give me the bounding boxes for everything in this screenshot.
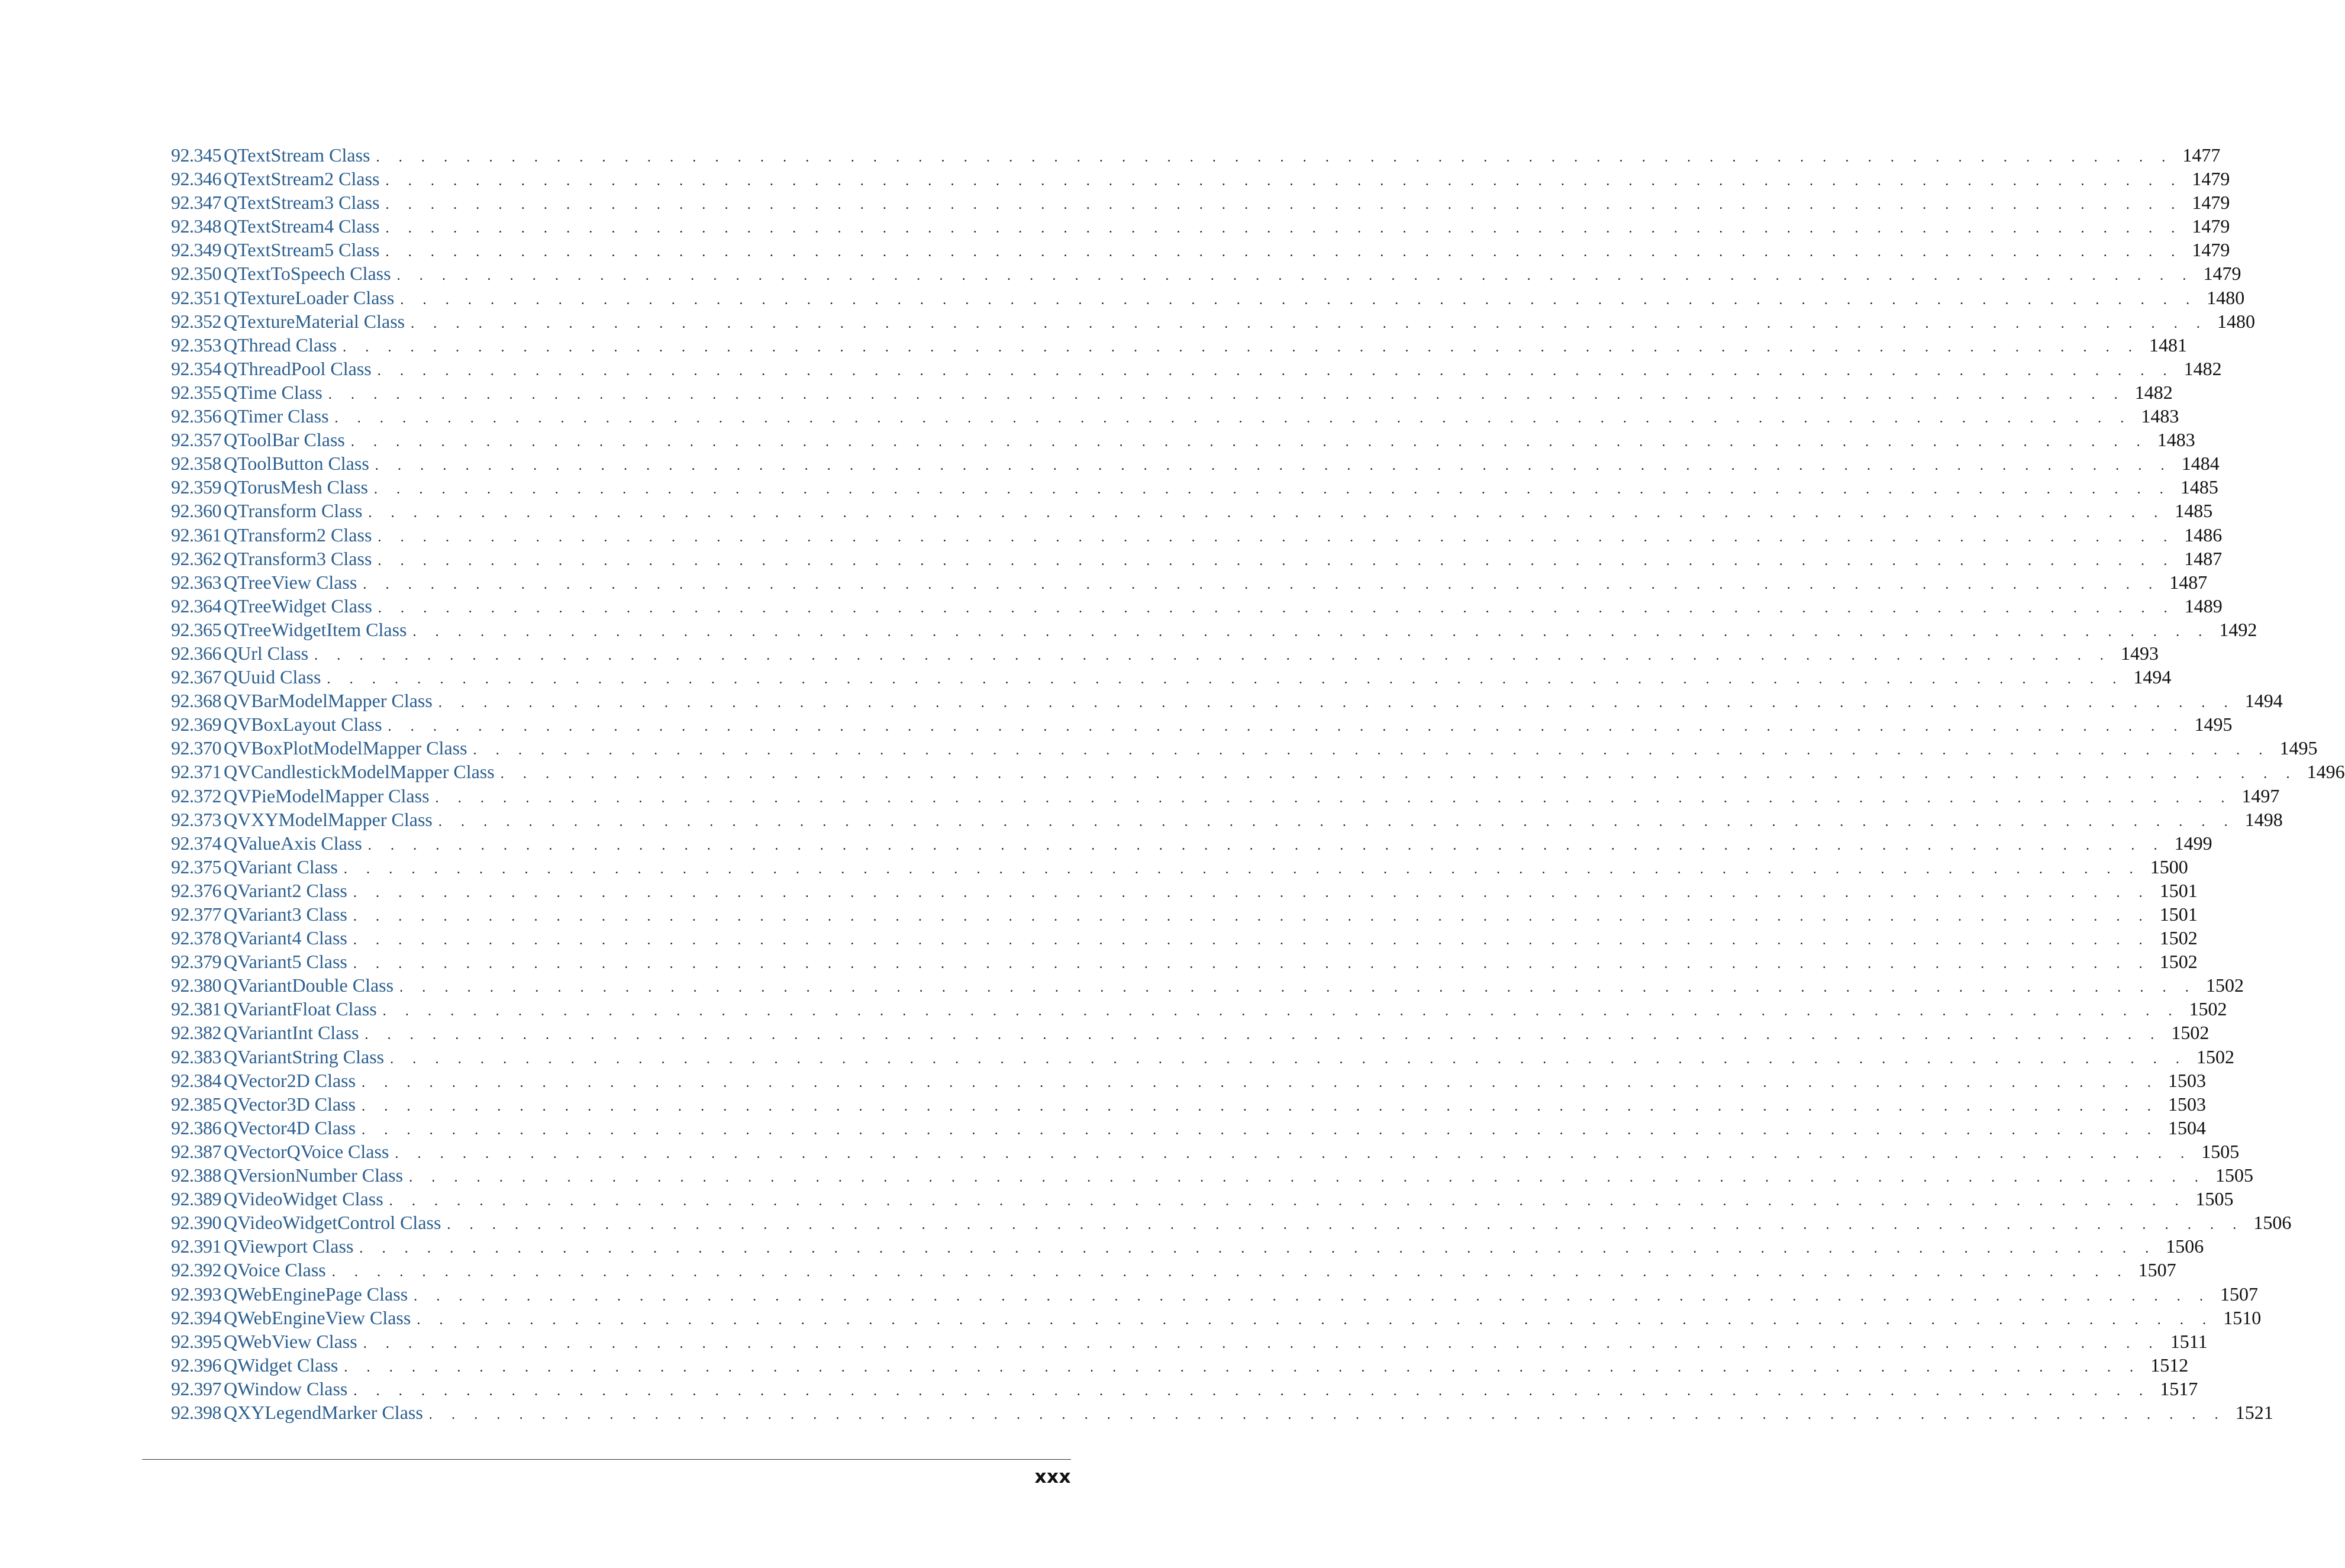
- entry-number: 92.387: [171, 1140, 221, 1162]
- entry-page-number: 1485: [2180, 476, 2218, 498]
- entry-title: QVCandlestickModelMapper Class: [224, 761, 495, 783]
- table-of-contents: [171, 143, 2345, 1424]
- entry-page-number: 1510: [2223, 1306, 2262, 1328]
- entry-page-number: 1485: [2175, 500, 2213, 522]
- dot-leader: . . . . . . . . . . . . . . . . . . . . . . . . . . . . . . . . . . . . . . . . . . . . . . . . . . . . . . . . . . . . . . . . . . . . . . . . . . . . . . . .: [409, 1170, 2206, 1186]
- entry-title: QTransform3 Class: [224, 547, 372, 569]
- entry-title: QWebView Class: [224, 1330, 357, 1352]
- dot-leader: . . . . . . . . . . . . . . . . . . . . . . . . . . . . . . . . . . . . . . . . . . . . . . . . . . . . . . . . . . . . . . . . . . . . . . . . . . . . . . . .: [385, 221, 2183, 237]
- entry-title: QVector4D Class: [224, 1117, 356, 1138]
- entry-number: 92.390: [171, 1212, 221, 1234]
- toc-entry[interactable]: [171, 428, 2195, 451]
- dot-leader: . . . . . . . . . . . . . . . . . . . . . . . . . . . . . . . . . . . . . . . . . . . . . . . . . . . . . . . . . . . . . . . . . . . . . . . . . . . . . . . .: [376, 150, 2173, 165]
- toc-entry[interactable]: [171, 1187, 2234, 1211]
- dot-leader: . . . . . . . . . . . . . . . . . . . . . . . . . . . . . . . . . . . . . . . . . . . . . . . . . . . . . . . . . . . . . . . . . . . . . . . . . . . . . . . .: [344, 1359, 2141, 1375]
- entry-number: 92.354: [171, 357, 221, 379]
- entry-title: QVideoWidget Class: [224, 1188, 383, 1210]
- toc-entry[interactable]: [171, 618, 2257, 641]
- entry-number: 92.378: [171, 927, 221, 949]
- dot-leader: . . . . . . . . . . . . . . . . . . . . . . . . . . . . . . . . . . . . . . . . . . . . . . . . . . . . . . . . . . . . . . . . . . . . . . . . . . . . . . . .: [353, 1383, 2151, 1399]
- toc-entry[interactable]: [171, 333, 2187, 357]
- dot-leader: . . . . . . . . . . . . . . . . . . . . . . . . . . . . . . . . . . . . . . . . . . . . . . . . . . . . . . . . . . . . . . . . . . . . . . . . . . . . . . . .: [327, 672, 2124, 688]
- entry-page-number: 1512: [2150, 1354, 2189, 1376]
- toc-entry[interactable]: [171, 831, 2212, 855]
- toc-entry[interactable]: [171, 902, 2198, 926]
- entry-number: 92.362: [171, 547, 221, 569]
- entry-title: QVersionNumber Class: [224, 1164, 404, 1186]
- entry-title: QTextureLoader Class: [224, 286, 395, 308]
- entry-title: QVariant2 Class: [224, 879, 347, 901]
- entry-title: QThread Class: [224, 334, 337, 356]
- dot-leader: . . . . . . . . . . . . . . . . . . . . . . . . . . . . . . . . . . . . . . . . . . . . . . . . . . . . . . . . . . . . . . . . . . . . . . . . . . . . . . . .: [428, 1406, 2226, 1422]
- entry-title: QVariant4 Class: [224, 927, 347, 949]
- entry-number: 92.380: [171, 975, 221, 996]
- toc-entry[interactable]: [171, 950, 2198, 973]
- toc-entry[interactable]: [171, 475, 2218, 499]
- entry-page-number: 1502: [2205, 975, 2244, 996]
- entry-number: 92.372: [171, 785, 221, 806]
- entry-page-number: 1501: [2159, 904, 2198, 925]
- entry-number: 92.396: [171, 1354, 221, 1376]
- toc-entry[interactable]: [171, 167, 2230, 191]
- entry-title: QXYLegendMarker Class: [224, 1401, 423, 1423]
- dot-leader: . . . . . . . . . . . . . . . . . . . . . . . . . . . . . . . . . . . . . . . . . . . . . . . . . . . . . . . . . . . . . . . . . . . . . . . . . . . . . . . .: [417, 1312, 2214, 1328]
- entry-page-number: 1483: [2141, 405, 2179, 427]
- entry-number: 92.346: [171, 168, 221, 190]
- entry-number: 92.385: [171, 1093, 221, 1115]
- entry-page-number: 1507: [2220, 1283, 2259, 1305]
- toc-entry[interactable]: [171, 997, 2227, 1021]
- entry-title: QTime Class: [224, 381, 322, 403]
- entry-title: QValueAxis Class: [224, 832, 362, 854]
- entry-page-number: 1499: [2174, 832, 2212, 854]
- page-number: xxx: [1034, 1466, 1071, 1488]
- entry-title: QVector2D Class: [224, 1069, 356, 1091]
- dot-leader: . . . . . . . . . . . . . . . . . . . . . . . . . . . . . . . . . . . . . . . . . . . . . . . . . . . . . . . . . . . . . . . . . . . . . . . . . . . . . . . .: [375, 458, 2172, 474]
- dot-leader: . . . . . . . . . . . . . . . . . . . . . . . . . . . . . . . . . . . . . . . . . . . . . . . . . . . . . . . . . . . . . . . . . . . . . . . . . . . . . . . .: [385, 173, 2183, 189]
- entry-page-number: 1494: [2244, 690, 2283, 712]
- toc-entry[interactable]: [171, 238, 2230, 262]
- toc-entry[interactable]: [171, 1116, 2206, 1140]
- entry-page-number: 1487: [2169, 571, 2208, 593]
- entry-number: 92.381: [171, 998, 221, 1020]
- entry-page-number: 1480: [2207, 286, 2245, 308]
- entry-page-number: 1486: [2184, 524, 2223, 546]
- dot-leader: . . . . . . . . . . . . . . . . . . . . . . . . . . . . . . . . . . . . . . . . . . . . . . . . . . . . . . . . . . . . . . . . . . . . . . . . . . . . . . . .: [389, 1193, 2186, 1209]
- dot-leader: . . . . . . . . . . . . . . . . . . . . . . . . . . . . . . . . . . . . . . . . . . . . . . . . . . . . . . . . . . . . . . . . . . . . . . . . . . . . . . . .: [353, 885, 2150, 901]
- entry-page-number: 1479: [2192, 239, 2230, 261]
- dot-leader: . . . . . . . . . . . . . . . . . . . . . . . . . . . . . . . . . . . . . . . . . . . . . . . . . . . . . . . . . . . . . . . . . . . . . . . . . . . . . . . .: [368, 505, 2166, 521]
- entry-title: QVariantDouble Class: [224, 975, 394, 996]
- entry-page-number: 1498: [2244, 808, 2283, 830]
- toc-entry[interactable]: [171, 143, 2221, 167]
- dot-leader: . . . . . . . . . . . . . . . . . . . . . . . . . . . . . . . . . . . . . . . . . . . . . . . . . . . . . . . . . . . . . . . . . . . . . . . . . . . . . . . .: [378, 553, 2175, 569]
- entry-title: QTextStream4 Class: [224, 215, 380, 237]
- dot-leader: . . . . . . . . . . . . . . . . . . . . . . . . . . . . . . . . . . . . . . . . . . . . . . . . . . . . . . . . . . . . . . . . . . . . . . . . . . . . . . . .: [500, 766, 2298, 782]
- entry-title: QVariant3 Class: [224, 904, 347, 925]
- entry-number: 92.392: [171, 1259, 221, 1281]
- entry-title: QTreeWidgetItem Class: [224, 618, 407, 640]
- entry-title: QVariant Class: [224, 856, 338, 877]
- entry-title: QVectorQVoice Class: [224, 1140, 389, 1162]
- entry-number: 92.383: [171, 1046, 221, 1067]
- dot-leader: . . . . . . . . . . . . . . . . . . . . . . . . . . . . . . . . . . . . . . . . . . . . . . . . . . . . . . . . . . . . . . . . . . . . . . . . . . . . . . . .: [363, 576, 2160, 592]
- dot-leader: . . . . . . . . . . . . . . . . . . . . . . . . . . . . . . . . . . . . . . . . . . . . . . . . . . . . . . . . . . . . . . . . . . . . . . . . . . . . . . . .: [414, 1288, 2211, 1304]
- entry-number: 92.386: [171, 1117, 221, 1138]
- entry-title: QTextStream3 Class: [224, 192, 380, 214]
- entry-page-number: 1502: [2189, 998, 2227, 1020]
- toc-entry[interactable]: [171, 1401, 2273, 1424]
- dot-leader: . . . . . . . . . . . . . . . . . . . . . . . . . . . . . . . . . . . . . . . . . . . . . . . . . . . . . . . . . . . . . . . . . . . . . . . . . . . . . . . .: [388, 719, 2185, 735]
- entry-page-number: 1496: [2307, 761, 2345, 783]
- toc-entry[interactable]: [171, 262, 2241, 285]
- entry-title: QWebEngineView Class: [224, 1306, 411, 1328]
- entry-title: QVoice Class: [224, 1259, 326, 1281]
- toc-entry[interactable]: [171, 1258, 2176, 1282]
- dot-leader: . . . . . . . . . . . . . . . . . . . . . . . . . . . . . . . . . . . . . . . . . . . . . . . . . . . . . . . . . . . . . . . . . . . . . . . . . . . . . . . .: [362, 1075, 2159, 1090]
- entry-number: 92.394: [171, 1306, 221, 1328]
- entry-number: 92.397: [171, 1377, 221, 1399]
- entry-number: 92.377: [171, 904, 221, 925]
- entry-page-number: 1477: [2182, 144, 2221, 166]
- entry-number: 92.368: [171, 690, 221, 712]
- entry-page-number: 1484: [2181, 453, 2220, 475]
- entry-title: QVariant5 Class: [224, 951, 347, 973]
- entry-page-number: 1483: [2157, 429, 2195, 451]
- entry-number: 92.398: [171, 1401, 221, 1423]
- dot-leader: . . . . . . . . . . . . . . . . . . . . . . . . . . . . . . . . . . . . . . . . . . . . . . . . . . . . . . . . . . . . . . . . . . . . . . . . . . . . . . . .: [353, 956, 2150, 972]
- entry-page-number: 1503: [2167, 1093, 2206, 1115]
- entry-number: 92.370: [171, 737, 221, 759]
- entry-number: 92.367: [171, 666, 221, 688]
- dot-leader: . . . . . . . . . . . . . . . . . . . . . . . . . . . . . . . . . . . . . . . . . . . . . . . . . . . . . . . . . . . . . . . . . . . . . . . . . . . . . . . .: [438, 814, 2236, 830]
- entry-title: QToolButton Class: [224, 453, 369, 475]
- entry-page-number: 1495: [2279, 737, 2318, 759]
- entry-number: 92.353: [171, 334, 221, 356]
- entry-number: 92.358: [171, 453, 221, 475]
- entry-title: QWebEnginePage Class: [224, 1283, 408, 1305]
- entry-title: QTimer Class: [224, 405, 329, 427]
- footer-rule: [142, 1459, 1071, 1460]
- entry-number: 92.384: [171, 1069, 221, 1091]
- toc-entry[interactable]: [171, 1140, 2240, 1163]
- dot-leader: . . . . . . . . . . . . . . . . . . . . . . . . . . . . . . . . . . . . . . . . . . . . . . . . . . . . . . . . . . . . . . . . . . . . . . . . . . . . . . . .: [378, 529, 2175, 545]
- dot-leader: . . . . . . . . . . . . . . . . . . . . . . . . . . . . . . . . . . . . . . . . . . . . . . . . . . . . . . . . . . . . . . . . . . . . . . . . . . . . . . . .: [363, 1335, 2160, 1351]
- dot-leader: . . . . . . . . . . . . . . . . . . . . . . . . . . . . . . . . . . . . . . . . . . . . . . . . . . . . . . . . . . . . . . . . . . . . . . . . . . . . . . . .: [412, 624, 2210, 640]
- dot-leader: . . . . . . . . . . . . . . . . . . . . . . . . . . . . . . . . . . . . . . . . . . . . . . . . . . . . . . . . . . . . . . . . . . . . . . . . . . . . . . . .: [435, 790, 2233, 806]
- entry-page-number: 1489: [2184, 595, 2223, 617]
- entry-title: QThreadPool Class: [224, 357, 372, 379]
- entry-title: QVariantInt Class: [224, 1022, 359, 1044]
- toc-entry[interactable]: [171, 499, 2213, 522]
- entry-page-number: 1495: [2194, 714, 2233, 735]
- toc-entry[interactable]: [171, 1234, 2204, 1258]
- entry-number: 92.389: [171, 1188, 221, 1210]
- entry-page-number: 1480: [2217, 310, 2256, 332]
- toc-entry[interactable]: [171, 855, 2188, 879]
- entry-number: 92.374: [171, 832, 221, 854]
- toc-entry[interactable]: [171, 191, 2230, 214]
- entry-title: QTextureMaterial Class: [224, 310, 405, 332]
- entry-title: QVPieModelMapper Class: [224, 785, 430, 806]
- entry-page-number: 1497: [2241, 785, 2280, 806]
- entry-page-number: 1521: [2235, 1401, 2273, 1423]
- entry-number: 92.345: [171, 144, 221, 166]
- toc-entry[interactable]: [171, 784, 2280, 808]
- entry-page-number: 1482: [2183, 357, 2222, 379]
- entry-number: 92.347: [171, 192, 221, 214]
- dot-leader: . . . . . . . . . . . . . . . . . . . . . . . . . . . . . . . . . . . . . . . . . . . . . . . . . . . . . . . . . . . . . . . . . . . . . . . . . . . . . . . .: [359, 1241, 2157, 1257]
- entry-title: QVariantFloat Class: [224, 998, 377, 1020]
- entry-title: QVBoxPlotModelMapper Class: [224, 737, 467, 759]
- dot-leader: . . . . . . . . . . . . . . . . . . . . . . . . . . . . . . . . . . . . . . . . . . . . . . . . . . . . . . . . . . . . . . . . . . . . . . . . . . . . . . . .: [343, 339, 2140, 355]
- toc-entry[interactable]: [171, 1330, 2208, 1353]
- toc-entry[interactable]: [171, 641, 2159, 665]
- entry-page-number: 1479: [2192, 192, 2230, 214]
- toc-entry[interactable]: [171, 1353, 2189, 1377]
- entry-title: QTransform2 Class: [224, 524, 372, 546]
- entry-number: 92.350: [171, 263, 221, 285]
- entry-number: 92.363: [171, 571, 221, 593]
- toc-entry[interactable]: [171, 1069, 2206, 1092]
- entry-number: 92.352: [171, 310, 221, 332]
- dot-leader: . . . . . . . . . . . . . . . . . . . . . . . . . . . . . . . . . . . . . . . . . . . . . . . . . . . . . . . . . . . . . . . . . . . . . . . . . . . . . . . .: [331, 1264, 2129, 1280]
- dot-leader: . . . . . . . . . . . . . . . . . . . . . . . . . . . . . . . . . . . . . . . . . . . . . . . . . . . . . . . . . . . . . . . . . . . . . . . . . . . . . . . .: [473, 743, 2270, 759]
- entry-title: QTextToSpeech Class: [224, 263, 391, 285]
- toc-entry[interactable]: [171, 1211, 2292, 1234]
- dot-leader: . . . . . . . . . . . . . . . . . . . . . . . . . . . . . . . . . . . . . . . . . . . . . . . . . . . . . . . . . . . . . . . . . . . . . . . . . . . . . . . .: [362, 1122, 2159, 1138]
- entry-number: 92.361: [171, 524, 221, 546]
- toc-entry[interactable]: [171, 404, 2179, 428]
- entry-title: QWidget Class: [224, 1354, 338, 1376]
- entry-number: 92.359: [171, 476, 221, 498]
- entry-number: 92.376: [171, 879, 221, 901]
- entry-number: 92.357: [171, 429, 221, 451]
- toc-entry[interactable]: [171, 286, 2245, 309]
- entry-page-number: 1502: [2196, 1046, 2234, 1067]
- toc-entry[interactable]: [171, 1021, 2209, 1044]
- dot-leader: . . . . . . . . . . . . . . . . . . . . . . . . . . . . . . . . . . . . . . . . . . . . . . . . . . . . . . . . . . . . . . . . . . . . . . . . . . . . . . . .: [362, 1098, 2159, 1114]
- entry-title: QUuid Class: [224, 666, 321, 688]
- entry-title: QViewport Class: [224, 1235, 354, 1257]
- entry-page-number: 1500: [2150, 856, 2188, 877]
- entry-title: QVariantString Class: [224, 1046, 385, 1067]
- entry-number: 92.349: [171, 239, 221, 261]
- entry-page-number: 1502: [2171, 1022, 2209, 1044]
- entry-page-number: 1494: [2133, 666, 2172, 688]
- entry-number: 92.356: [171, 405, 221, 427]
- entry-title: QTreeView Class: [224, 571, 357, 593]
- toc-entry[interactable]: [171, 380, 2173, 404]
- toc-entry[interactable]: [171, 594, 2223, 618]
- entry-number: 92.375: [171, 856, 221, 877]
- entry-page-number: 1506: [2166, 1235, 2204, 1257]
- dot-leader: . . . . . . . . . . . . . . . . . . . . . . . . . . . . . . . . . . . . . . . . . . . . . . . . . . . . . . . . . . . . . . . . . . . . . . . . . . . . . . . .: [447, 1217, 2244, 1233]
- dot-leader: . . . . . . . . . . . . . . . . . . . . . . . . . . . . . . . . . . . . . . . . . . . . . . . . . . . . . . . . . . . . . . . . . . . . . . . . . . . . . . . .: [377, 363, 2175, 379]
- entry-title: QTorusMesh Class: [224, 476, 368, 498]
- entry-number: 92.388: [171, 1164, 221, 1186]
- entry-page-number: 1481: [2149, 334, 2187, 356]
- entry-title: QTextStream2 Class: [224, 168, 380, 190]
- dot-leader: . . . . . . . . . . . . . . . . . . . . . . . . . . . . . . . . . . . . . . . . . . . . . . . . . . . . . . . . . . . . . . . . . . . . . . . . . . . . . . . .: [378, 600, 2175, 616]
- entry-page-number: 1502: [2159, 927, 2198, 949]
- toc-entry[interactable]: [171, 712, 2233, 736]
- entry-page-number: 1517: [2160, 1377, 2198, 1399]
- entry-page-number: 1479: [2203, 263, 2241, 285]
- dot-leader: . . . . . . . . . . . . . . . . . . . . . . . . . . . . . . . . . . . . . . . . . . . . . . . . . . . . . . . . . . . . . . . . . . . . . . . . . . . . . . . .: [399, 980, 2196, 996]
- toc-entry[interactable]: [171, 570, 2208, 594]
- entry-page-number: 1511: [2170, 1330, 2208, 1352]
- entry-number: 92.366: [171, 642, 221, 664]
- entry-page-number: 1487: [2184, 547, 2223, 569]
- entry-number: 92.364: [171, 595, 221, 617]
- dot-leader: . . . . . . . . . . . . . . . . . . . . . . . . . . . . . . . . . . . . . . . . . . . . . . . . . . . . . . . . . . . . . . . . . . . . . . . . . . . . . . . .: [385, 197, 2183, 213]
- toc-entry[interactable]: [171, 1377, 2198, 1401]
- toc-entry[interactable]: [171, 547, 2223, 570]
- entry-page-number: 1505: [2195, 1188, 2234, 1210]
- entry-number: 92.395: [171, 1330, 221, 1352]
- dot-leader: . . . . . . . . . . . . . . . . . . . . . . . . . . . . . . . . . . . . . . . . . . . . . . . . . . . . . . . . . . . . . . . . . . . . . . . . . . . . . . . .: [343, 861, 2141, 877]
- toc-entry[interactable]: [171, 357, 2222, 380]
- entry-page-number: 1479: [2192, 215, 2230, 237]
- dot-leader: . . . . . . . . . . . . . . . . . . . . . . . . . . . . . . . . . . . . . . . . . . . . . . . . . . . . . . . . . . . . . . . . . . . . . . . . . . . . . . . .: [390, 1051, 2187, 1067]
- entry-page-number: 1503: [2167, 1069, 2206, 1091]
- toc-entry[interactable]: [171, 808, 2283, 831]
- entry-number: 92.351: [171, 286, 221, 308]
- dot-leader: . . . . . . . . . . . . . . . . . . . . . . . . . . . . . . . . . . . . . . . . . . . . . . . . . . . . . . . . . . . . . . . . . . . . . . . . . . . . . . . .: [385, 244, 2183, 260]
- toc-entry[interactable]: [171, 1306, 2262, 1330]
- toc-entry[interactable]: [171, 309, 2256, 333]
- entry-title: QTextStream5 Class: [224, 239, 380, 261]
- toc-entry[interactable]: [171, 926, 2198, 950]
- entry-title: QVBoxLayout Class: [224, 714, 382, 735]
- toc-entry[interactable]: [171, 760, 2345, 783]
- dot-leader: . . . . . . . . . . . . . . . . . . . . . . . . . . . . . . . . . . . . . . . . . . . . . . . . . . . . . . . . . . . . . . . . . . . . . . . . . . . . . . . .: [353, 909, 2150, 924]
- toc-entry[interactable]: [171, 1092, 2206, 1116]
- entry-number: 92.348: [171, 215, 221, 237]
- toc-entry[interactable]: [171, 689, 2283, 712]
- entry-title: QVXYModelMapper Class: [224, 808, 433, 830]
- toc-entry[interactable]: [171, 214, 2230, 238]
- entry-number: 92.393: [171, 1283, 221, 1305]
- entry-page-number: 1493: [2121, 642, 2159, 664]
- entry-number: 92.391: [171, 1235, 221, 1257]
- dot-leader: . . . . . . . . . . . . . . . . . . . . . . . . . . . . . . . . . . . . . . . . . . . . . . . . . . . . . . . . . . . . . . . . . . . . . . . . . . . . . . . .: [353, 933, 2150, 948]
- toc-entry[interactable]: [171, 879, 2198, 902]
- toc-entry[interactable]: [171, 523, 2223, 547]
- entry-page-number: 1479: [2192, 168, 2230, 190]
- toc-entry[interactable]: [171, 736, 2318, 760]
- entry-number: 92.369: [171, 714, 221, 735]
- entry-title: QTreeWidget Class: [224, 595, 372, 617]
- dot-leader: . . . . . . . . . . . . . . . . . . . . . . . . . . . . . . . . . . . . . . . . . . . . . . . . . . . . . . . . . . . . . . . . . . . . . . . . . . . . . . . .: [395, 1146, 2192, 1162]
- toc-entry[interactable]: [171, 665, 2172, 689]
- entry-page-number: 1502: [2159, 951, 2198, 973]
- dot-leader: . . . . . . . . . . . . . . . . . . . . . . . . . . . . . . . . . . . . . . . . . . . . . . . . . . . . . . . . . . . . . . . . . . . . . . . . . . . . . . . .: [314, 647, 2112, 663]
- entry-title: QVBarModelMapper Class: [224, 690, 433, 712]
- entry-page-number: 1506: [2253, 1212, 2292, 1234]
- dot-leader: . . . . . . . . . . . . . . . . . . . . . . . . . . . . . . . . . . . . . . . . . . . . . . . . . . . . . . . . . . . . . . . . . . . . . . . . . . . . . . . .: [400, 292, 2198, 308]
- toc-entry[interactable]: [171, 973, 2244, 997]
- entry-number: 92.360: [171, 500, 221, 522]
- entry-title: QWindow Class: [224, 1377, 348, 1399]
- entry-number: 92.382: [171, 1022, 221, 1044]
- entry-number: 92.371: [171, 761, 221, 783]
- toc-entry[interactable]: [171, 451, 2220, 475]
- toc-entry[interactable]: [171, 1282, 2259, 1306]
- dot-leader: . . . . . . . . . . . . . . . . . . . . . . . . . . . . . . . . . . . . . . . . . . . . . . . . . . . . . . . . . . . . . . . . . . . . . . . . . . . . . . . .: [350, 434, 2148, 450]
- entry-title: QTransform Class: [224, 500, 363, 522]
- entry-page-number: 1482: [2134, 381, 2173, 403]
- entry-title: QToolBar Class: [224, 429, 345, 451]
- entry-title: QVideoWidgetControl Class: [224, 1212, 441, 1234]
- entry-number: 92.379: [171, 951, 221, 973]
- entry-page-number: 1507: [2138, 1259, 2176, 1281]
- toc-entry[interactable]: [171, 1163, 2253, 1187]
- entry-title: QTextStream Class: [224, 144, 370, 166]
- dot-leader: . . . . . . . . . . . . . . . . . . . . . . . . . . . . . . . . . . . . . . . . . . . . . . . . . . . . . . . . . . . . . . . . . . . . . . . . . . . . . . . .: [365, 1027, 2162, 1043]
- dot-leader: . . . . . . . . . . . . . . . . . . . . . . . . . . . . . . . . . . . . . . . . . . . . . . . . . . . . . . . . . . . . . . . . . . . . . . . . . . . . . . . .: [328, 386, 2125, 402]
- entry-title: QUrl Class: [224, 642, 309, 664]
- entry-number: 92.373: [171, 808, 221, 830]
- toc-entry[interactable]: [171, 1045, 2234, 1069]
- entry-page-number: 1505: [2201, 1140, 2240, 1162]
- entry-number: 92.365: [171, 618, 221, 640]
- dot-leader: . . . . . . . . . . . . . . . . . . . . . . . . . . . . . . . . . . . . . . . . . . . . . . . . . . . . . . . . . . . . . . . . . . . . . . . . . . . . . . . .: [438, 695, 2236, 711]
- entry-page-number: 1501: [2159, 879, 2198, 901]
- dot-leader: . . . . . . . . . . . . . . . . . . . . . . . . . . . . . . . . . . . . . . . . . . . . . . . . . . . . . . . . . . . . . . . . . . . . . . . . . . . . . . . .: [367, 837, 2165, 853]
- dot-leader: . . . . . . . . . . . . . . . . . . . . . . . . . . . . . . . . . . . . . . . . . . . . . . . . . . . . . . . . . . . . . . . . . . . . . . . . . . . . . . . .: [334, 411, 2132, 427]
- entry-page-number: 1504: [2167, 1117, 2206, 1138]
- entry-title: QVector3D Class: [224, 1093, 356, 1115]
- dot-leader: . . . . . . . . . . . . . . . . . . . . . . . . . . . . . . . . . . . . . . . . . . . . . . . . . . . . . . . . . . . . . . . . . . . . . . . . . . . . . . . .: [373, 482, 2171, 498]
- dot-leader: . . . . . . . . . . . . . . . . . . . . . . . . . . . . . . . . . . . . . . . . . . . . . . . . . . . . . . . . . . . . . . . . . . . . . . . . . . . . . . . .: [411, 315, 2208, 331]
- entry-page-number: 1505: [2215, 1164, 2253, 1186]
- dot-leader: . . . . . . . . . . . . . . . . . . . . . . . . . . . . . . . . . . . . . . . . . . . . . . . . . . . . . . . . . . . . . . . . . . . . . . . . . . . . . . . .: [396, 268, 2194, 284]
- entry-page-number: 1492: [2219, 618, 2257, 640]
- entry-number: 92.355: [171, 381, 221, 403]
- dot-leader: . . . . . . . . . . . . . . . . . . . . . . . . . . . . . . . . . . . . . . . . . . . . . . . . . . . . . . . . . . . . . . . . . . . . . . . . . . . . . . . .: [382, 1004, 2180, 1019]
